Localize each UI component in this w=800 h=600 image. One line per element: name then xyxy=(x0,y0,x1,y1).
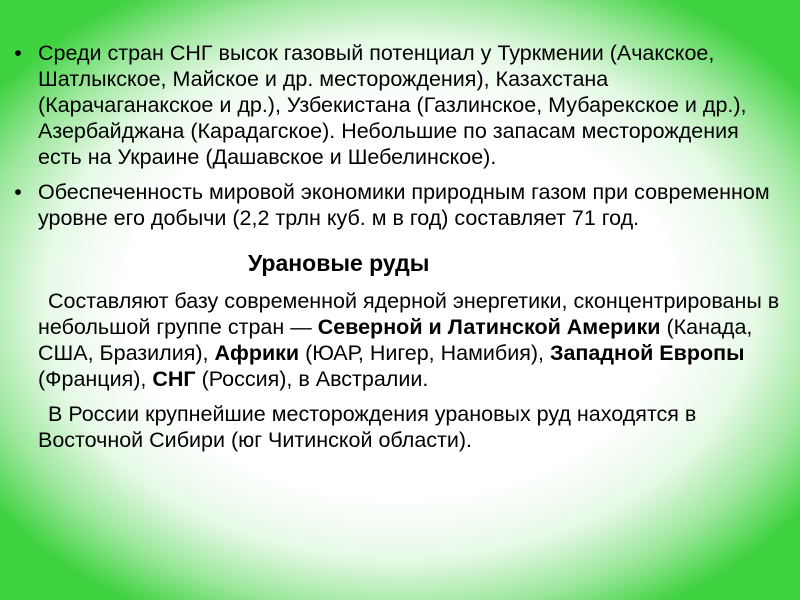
region-bold: Северной и Латинской Америки xyxy=(317,315,661,339)
paragraph-text: (Канада, США, Бразилия), xyxy=(38,315,753,365)
paragraph-text: (ЮАР, Нигер, Намибия), xyxy=(299,341,550,365)
bullet-item-gas-supply xyxy=(14,179,783,231)
paragraph-text: (Россия), в Австралии. xyxy=(195,367,429,391)
bullet-text: Обеспеченность мировой экономики природным газом при современном уровне его добычи (2,2 трлн куб. м в год) составляет 71 год. xyxy=(38,180,770,230)
bullet-marker: • xyxy=(14,180,22,204)
paragraph-text: (Франция), xyxy=(38,367,153,391)
russia-uranium-paragraph xyxy=(38,401,783,453)
paragraph-text: В России крупнейшие месторождения урановых руд находятся в Восточной Сибири (юг Читинской области). xyxy=(38,402,697,452)
section-heading: Урановые руды xyxy=(248,250,430,276)
bullet-item-gas-cis xyxy=(14,40,783,170)
bullet-text: Среди стран СНГ высок газовый потенциал у Туркмении (Ачакское, Шатлыкское, Майское и др. месторождения), Казахстана (Карачаганакское и др.), Узбекистана (Газлинское, Мубарекское и др.), Азербайджана (Карадагское). Небольшие по запасам месторождения есть на Украине (Дашавское и Шебелинское). xyxy=(38,41,747,169)
region-bold: СНГ xyxy=(152,367,196,391)
paragraph-text: Составляют базу современной ядерной энергетики, сконцентрированы в небольшой группе стран — xyxy=(38,289,780,339)
uranium-paragraph xyxy=(38,288,783,392)
region-bold: Африки xyxy=(214,341,300,365)
bullet-marker: • xyxy=(14,41,22,65)
region-bold: Западной Европы xyxy=(549,341,745,365)
slide-content xyxy=(14,40,783,462)
